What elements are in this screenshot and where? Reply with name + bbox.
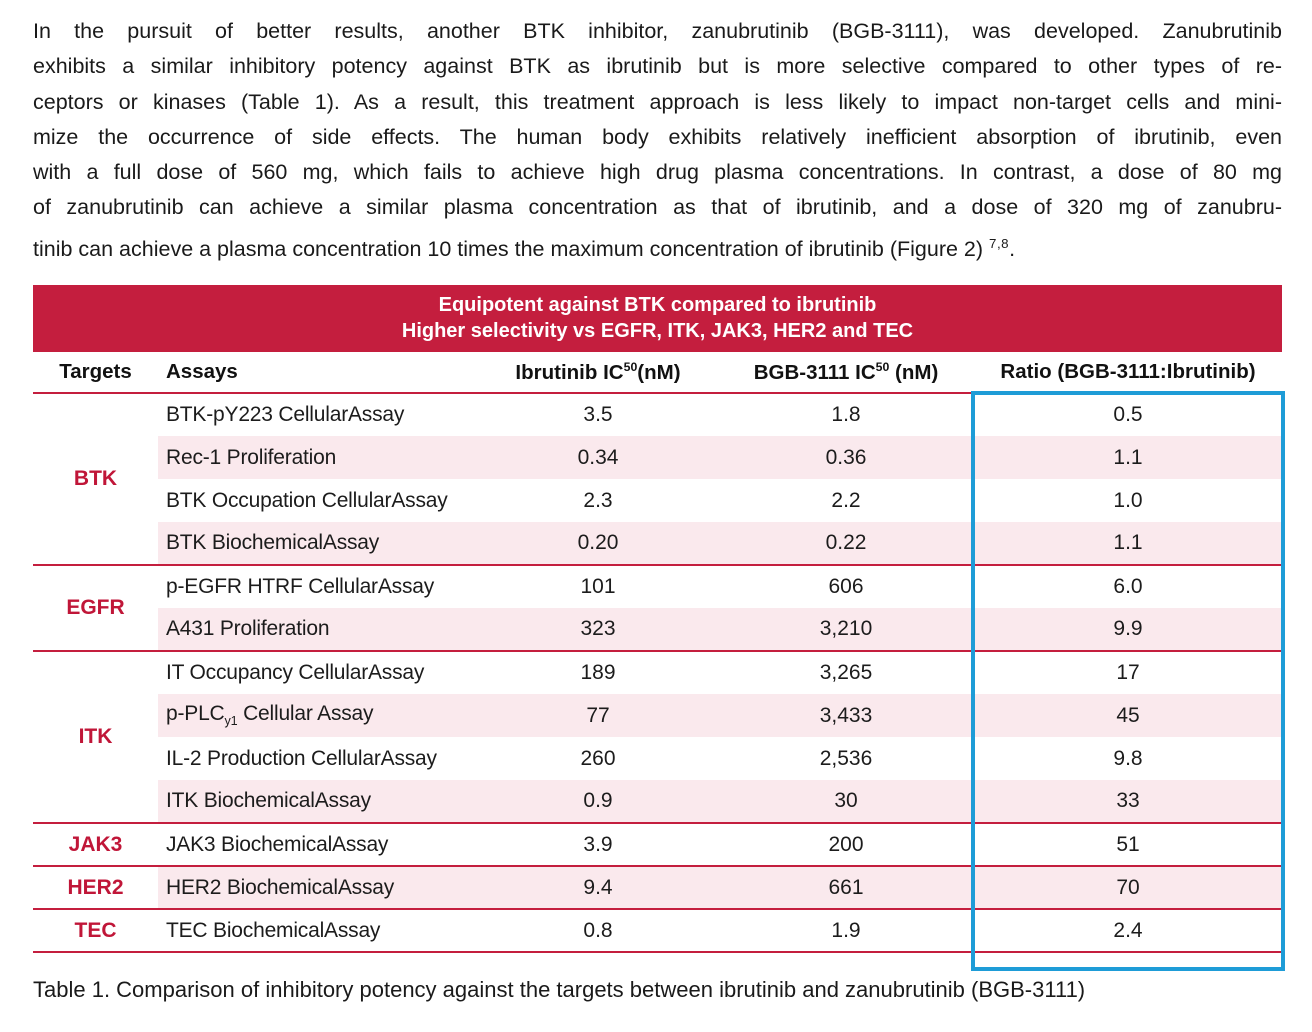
ratio-cell: 33 — [974, 780, 1282, 823]
ratio-cell: 1.0 — [1113, 488, 1143, 512]
ratio-cell: 0.5 — [974, 393, 1282, 436]
ibrutinib-value-cell: 77 — [478, 694, 718, 737]
ibrutinib-value-cell: 0.34 — [478, 436, 718, 479]
column-header-row — [33, 352, 1282, 393]
assay-cell: BTK-pY223 CellularAssay — [158, 393, 478, 436]
assay-cell: HER2 BiochemicalAssay — [158, 866, 478, 909]
target-cell-tec: TEC — [33, 909, 158, 952]
ic50-superscript: 50 — [875, 359, 890, 374]
assay-cell: $p-PLC_{y1}$ Cellular Assay — [158, 694, 478, 737]
assay-cell: ITK BiochemicalAssay — [158, 780, 478, 823]
bgb-value-cell: 1.8 — [718, 393, 974, 436]
ibrutinib-value-cell: 3.5 — [478, 393, 718, 436]
target-cell-itk: ITK — [33, 651, 158, 823]
column-header-assays: Assays — [158, 352, 478, 393]
ibrutinib-value-cell: 0.8 — [478, 909, 718, 952]
intro-paragraph — [33, 14, 1282, 267]
bgb-value-cell: 200 — [718, 823, 974, 866]
paragraph-line: ceptors or kinases (Table 1). As a result, this treatment approach is less likely to impact non-target cells and mini- — [33, 89, 1282, 114]
bgb-value-cell: 2.2 — [831, 488, 861, 512]
bgb-value-cell: 1.9 — [718, 909, 974, 952]
bgb-value-cell: 3,265 — [718, 651, 974, 694]
paragraph-last-text: tinib can achieve a plasma concentration 10 times the maximum concentration of ibrutinib (Figure 2) — [33, 236, 990, 261]
paragraph-period: . — [1009, 236, 1016, 261]
ratio-cell: 9.9 — [974, 608, 1282, 651]
bgb-value-cell: 661 — [718, 866, 974, 909]
banner-line-1: Equipotent against BTK compared to ibrutinib — [438, 294, 877, 316]
ratio-cell: 1.1 — [974, 522, 1282, 565]
column-header-ratio: Ratio (BGB-3111:Ibrutinib) — [974, 352, 1282, 393]
assay-cell: IT Occupancy CellularAssay — [158, 651, 478, 694]
bgb-value-cell: 0.22 — [718, 522, 974, 565]
table-row — [33, 393, 1282, 436]
target-cell-her2: HER2 — [33, 866, 158, 909]
banner-line-2: Higher selectivity vs EGFR, ITK, JAK3, HER2 and TEC — [401, 320, 914, 342]
ratio-cell: 1.1 — [974, 436, 1282, 479]
paragraph-line: In the pursuit of better results, another BTK inhibitor, zanubrutinib (BGB-3111), was developed. Zanubrutinib — [33, 19, 1282, 43]
table-row — [33, 565, 1282, 608]
column-header-bgb3111: BGB-3111 IC$^{50}$ (nM) — [718, 352, 974, 393]
table-row — [33, 436, 1282, 479]
table-header-banner — [33, 285, 1282, 352]
column-header-ibrutinib: Ibrutinib IC$^{50}$(nM) — [478, 352, 718, 393]
ibrutinib-value-cell: 0.9 — [478, 780, 718, 823]
plc-gamma1-subscript: y1 — [224, 714, 238, 729]
bgb-value-cell: 606 — [718, 565, 974, 608]
table-row — [33, 737, 1282, 780]
paragraph-line: of zanubrutinib can achieve a similar plasma concentration as that of ibrutinib, and a dose of 320 mg of zanubru- — [33, 195, 1282, 220]
table-row — [33, 780, 1282, 823]
table-row — [33, 522, 1282, 565]
ratio-cell: 17 — [974, 651, 1282, 694]
ratio-cell: 9.8 — [1113, 746, 1143, 770]
citation-superscript: 7,8 — [989, 235, 1010, 251]
paragraph-line: with a full dose of 560 mg, which fails to achieve high drug plasma concentrations. In contrast, a dose of 80 mg — [33, 160, 1282, 185]
ibrutinib-value-cell: 323 — [478, 608, 718, 651]
target-cell-egfr: EGFR — [33, 565, 158, 651]
assay-cell: BTK BiochemicalAssay — [158, 522, 478, 565]
bgb-value-cell: 3,433 — [718, 694, 974, 737]
table-row — [33, 909, 1282, 952]
ratio-cell: 2.4 — [974, 909, 1282, 952]
paragraph-line: mize the occurrence of side effects. The human body exhibits relatively inefficient absorption of ibrutinib, even — [33, 124, 1282, 149]
ic50-superscript: 50 — [623, 359, 638, 374]
bgb-value-cell: 0.36 — [718, 436, 974, 479]
target-cell-jak3: JAK3 — [33, 823, 158, 866]
ratio-cell: 6.0 — [974, 565, 1282, 608]
table-row — [33, 866, 1282, 909]
table-row — [33, 823, 1282, 866]
bgb-value-cell: 2,536 — [819, 746, 873, 770]
assay-cell: Rec-1 Proliferation — [158, 436, 478, 479]
data-table — [33, 352, 1282, 953]
column-header-targets: Targets — [33, 352, 158, 393]
target-cell-btk: BTK — [33, 393, 158, 565]
ibrutinib-value-cell: 189 — [478, 651, 718, 694]
table-row — [33, 608, 1282, 651]
paragraph-line — [33, 226, 1282, 267]
ibrutinib-value-cell: 0.20 — [478, 522, 718, 565]
bgb-value-cell: 30 — [718, 780, 974, 823]
ibrutinib-value-cell: 3.9 — [478, 823, 718, 866]
assay-cell: p-EGFR HTRF CellularAssay — [158, 565, 478, 608]
ibrutinib-value-cell: 101 — [478, 565, 718, 608]
ibrutinib-value-cell: 9.4 — [478, 866, 718, 909]
ibrutinib-value-cell: 2.3 — [583, 488, 613, 512]
comparison-table — [33, 285, 1282, 953]
ibrutinib-value-cell: 260 — [580, 746, 616, 770]
ratio-cell: 70 — [974, 866, 1282, 909]
ratio-cell: 51 — [974, 823, 1282, 866]
table-row — [33, 694, 1282, 737]
assay-cell: JAK3 BiochemicalAssay — [158, 823, 478, 866]
table-caption: Table 1. Comparison of inhibitory potency against the targets between ibrutinib and zanubrutinib (BGB-3111) — [33, 977, 1086, 1002]
assay-cell: TEC BiochemicalAssay — [158, 909, 478, 952]
table-row — [33, 479, 1282, 522]
bgb-value-cell: 3,210 — [718, 608, 974, 651]
assay-cell: BTK Occupation CellularAssay — [166, 488, 448, 512]
table-row — [33, 651, 1282, 694]
ratio-cell: 45 — [974, 694, 1282, 737]
paragraph-line: exhibits a similar inhibitory potency against BTK as ibrutinib but is more selective compared to other types of re- — [33, 54, 1282, 79]
assay-cell: A431 Proliferation — [158, 608, 478, 651]
assay-cell: IL-2 Production CellularAssay — [166, 746, 437, 770]
